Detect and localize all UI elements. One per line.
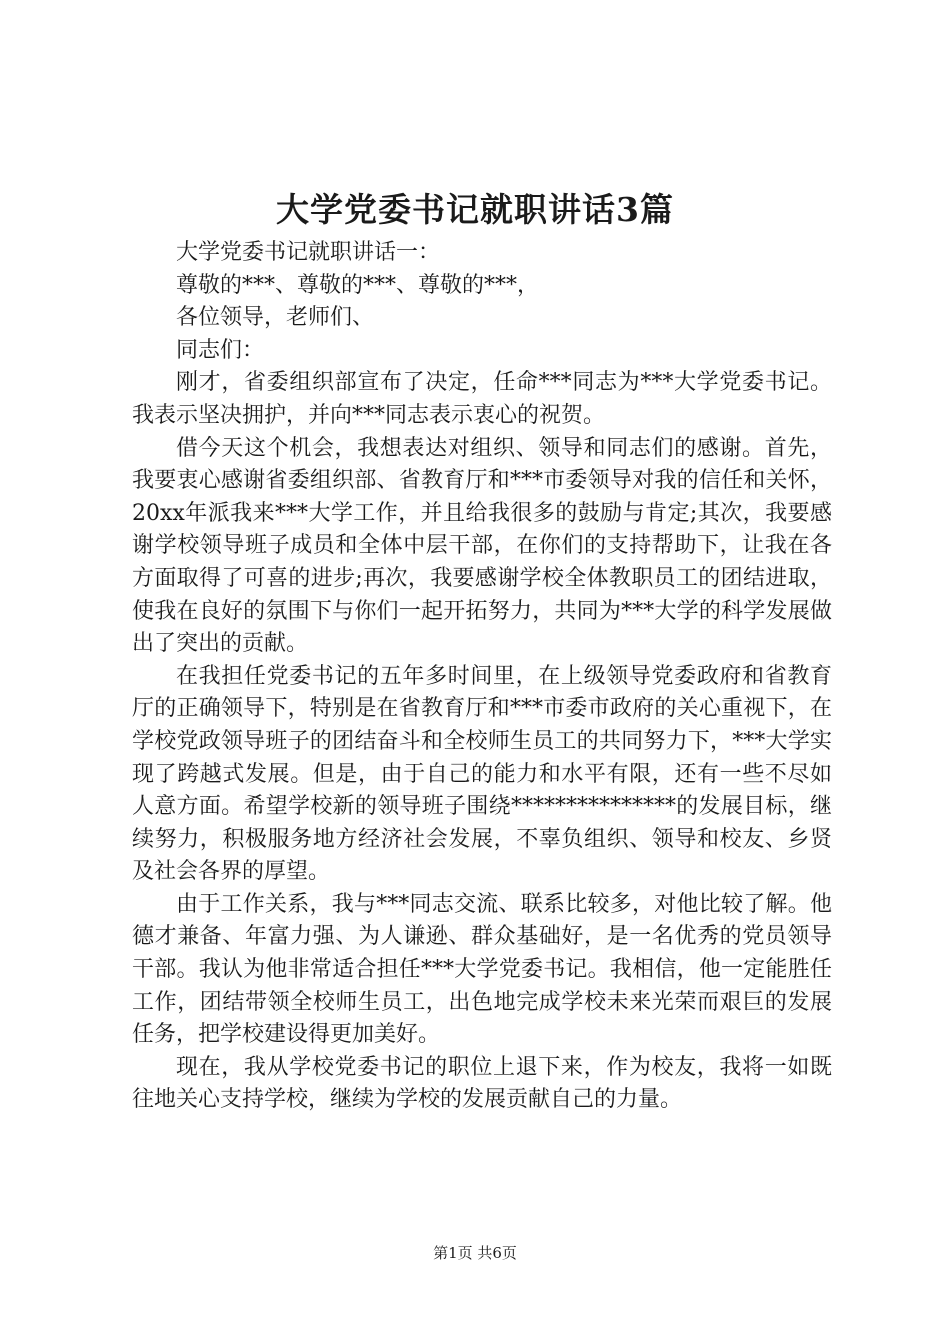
salutation-line: 同志们：	[176, 337, 265, 363]
body-paragraph: 在我担任党委书记的五年多时间里，在上级领导党委政府和省教育厅的正确领导下，特别是在省教育厅和***市委市政府的关心重视下，在学校党政领导班子的团结奋斗和全校师生员工的共同努力下，***大学实现了跨越式发展。但是，由于自己的能力和水平有限，还有一些不尽如人意方面。希望学校新的领导班子围绕***************的发展目标，继续努力，积极服务地方经济社会发展，不辜负组织、领导和校友、乡贤及社会各界的厚望。	[132, 663, 832, 885]
page-number-footer: 第1页 共6页	[433, 1244, 517, 1262]
salutation-line: 尊敬的***、尊敬的***、尊敬的***，	[176, 272, 540, 298]
body-paragraph: 借今天这个机会，我想表达对组织、领导和同志们的感谢。首先，我要衷心感谢省委组织部、省教育厅和***市委领导对我的信任和关怀，20xx年派我来***大学工作，并且给我很多的鼓励与肯定;其次，我要感谢学校领导班子成员和全体中层干部，在你们的支持帮助下，让我在各方面取得了可喜的进步;再次，我要感谢学校全体教职员工的团结进取，使我在良好的氛围下与你们一起开拓努力，共同为***大学的科学发展做出了突出的贡献。	[132, 435, 832, 657]
document-body	[132, 237, 832, 1117]
body-paragraph: 由于工作关系，我与***同志交流、联系比较多，对他比较了解。他德才兼备、年富力强、为人谦逊、群众基础好，是一名优秀的党员领导干部。我认为他非常适合担任***大学党委书记。我相信，他一定能胜任工作，团结带领全校师生员工，出色地完成学校未来光荣而艰巨的发展任务，把学校建设得更加美好。	[132, 891, 832, 1048]
body-paragraph: 现在，我从学校党委书记的职位上退下来，作为校友，我将一如既往地关心支持学校，继续为学校的发展贡献自己的力量。	[132, 1054, 832, 1113]
salutation-line: 各位领导，老师们、	[176, 305, 375, 331]
speech-heading: 大学党委书记就职讲话一：	[176, 240, 441, 265]
body-paragraph: 刚才，省委组织部宣布了决定，任命***同志为***大学党委书记。我表示坚决拥护，并向***同志表示衷心的祝贺。	[132, 370, 832, 428]
document-title: 大学党委书记就职讲话3篇	[276, 190, 674, 229]
